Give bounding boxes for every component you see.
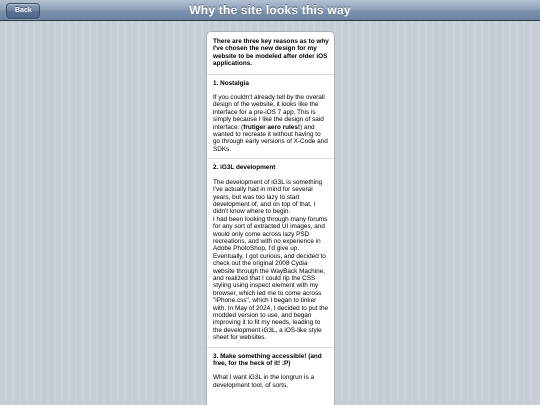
- section-accessible: [207, 348, 334, 395]
- intro-section: [207, 32, 334, 75]
- section-body: [213, 94, 329, 153]
- content-card: [206, 31, 335, 405]
- intro-text: There are three key reasons as to why I've chosen the new design for my website to be modeled after older iOS applications.: [213, 38, 329, 68]
- section-body-text: If you couldn't already tell by the overall design of the website, it looks like the interface for a pre-iOS 7 app. This is simply because I like the design of said interface. (: [213, 94, 325, 131]
- section-nostalgia: [207, 75, 334, 160]
- page-title: Why the site looks this way: [189, 3, 351, 17]
- section-ig3l-development: [207, 159, 334, 347]
- section-title: 2. iG3L development: [213, 164, 276, 172]
- section-body-text-end: ) and wanted to recreate it without having to go through early versions of X-Code and SDKs.: [213, 123, 328, 153]
- section-body: What I want iG3L in the longrun is a development tool, of sorts,: [213, 374, 315, 389]
- back-button[interactable]: Back: [6, 3, 40, 19]
- section-body-emphasis: frutiger aero rules!: [243, 123, 301, 131]
- section-title: 1. Nostalgia: [213, 79, 249, 87]
- section-title: 3. Make something accessible! (and free, for the heck of it! :P): [213, 352, 322, 368]
- section-body: The development of iG3L is something I've actually had in mind for several years, but was too lazy to start development of, and on top of that, I didn't know where to begin. I had been looking through many forums for any sort of extracted UI images, and would only come across lazy PSD recreations, and with no experience in Adobe PhotoShop, I'd give up. Eventually, I got curious, and decided to check out the original 2008 Cydia website through the WayBack Machine, and realized that I could rip the CSS styling using inspect element with my browser, which led me to come across "iPhone.css", which I began to tinker with. In May of 2024, I decided to put the modded version to use, and began improving it to fit my needs, leading to the development iG3L, a iOS-like style sheet for websites.: [213, 178, 329, 342]
- navigation-bar: [0, 0, 540, 21]
